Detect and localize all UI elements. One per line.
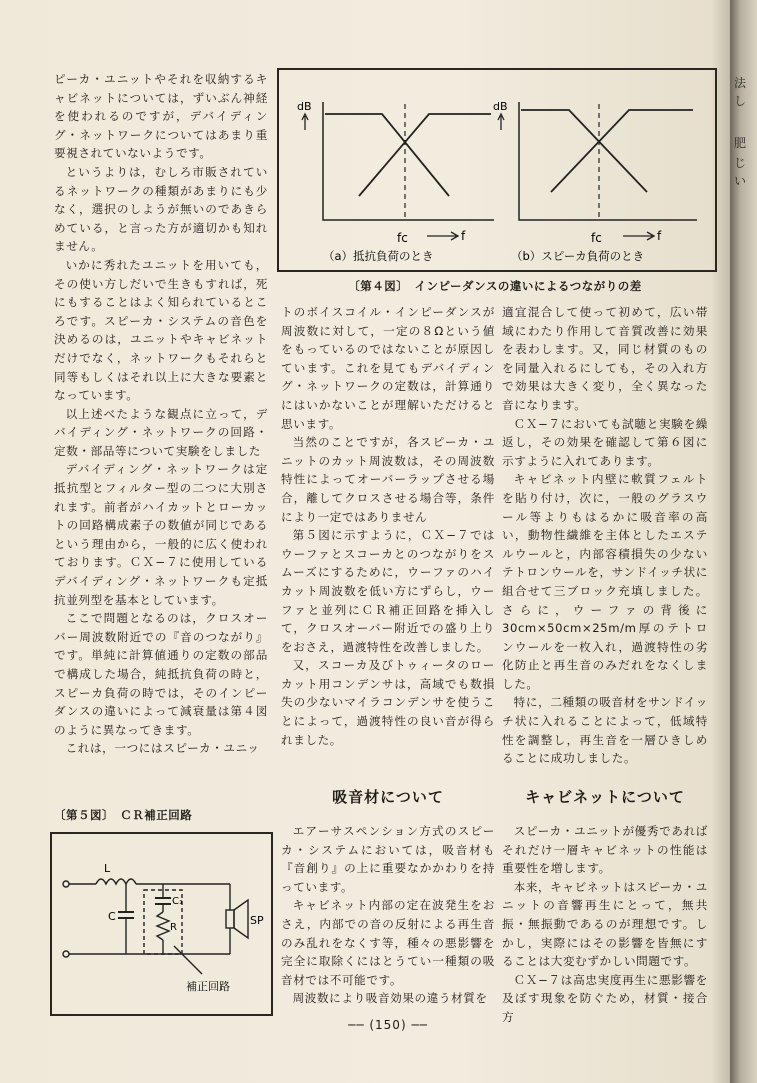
section-cabinet-body	[502, 822, 708, 1027]
absorber-paragraph-3: 周波数により吸音効果の違う材質を	[292, 991, 488, 1006]
fig5-speaker-cone	[234, 900, 248, 938]
fig4a-lowpass-curve	[325, 114, 449, 196]
fig4a-f-label: f	[461, 229, 466, 243]
col2-paragraph-4: 又，スコーカ及びトゥィータのローカット用コンデンサは，高域でも数損失の少ないマイラコンデンサを使うことによって，過渡特性の良い音が得られました。	[281, 658, 495, 747]
col3-paragraph-1: 適宜混合して使って初めて，広い帯域にわたり作用して音質改善に効果を表わします。又，同じ材質のものを同量入れるにしても，その入れ方で効果は大きく変り，全く異なった音になります。	[502, 305, 708, 412]
fig5-inductor	[96, 879, 136, 884]
fig4a-ylabel: dB	[297, 100, 312, 113]
col2-paragraph-3: 第５図に示すように，ＣＸ−７ではウーファとスコーカとのつながりをスムーズにするために，ウーファのハイカット周波数を低い方にずらし，ウーファと並列にＣＲ補正回路を挿入して，クロスオーバー附近での盛り上りをおさえ，過渡特性を改善しました。	[281, 528, 495, 654]
absorber-paragraph-2: キャビネット内部の定在波発生をおさえ，内部での音の反射による再生音のみ乱れをなくす等，種々の悪影響を完全に取除くにはとうてい一種類の吸音材では不可能です。	[281, 898, 495, 987]
fig4b-ylabel: dB	[493, 100, 508, 113]
fig5-terminal-bottom	[63, 951, 69, 957]
edge-fragment-3: 肥	[734, 136, 747, 150]
fig5-resistor-r	[157, 912, 169, 940]
cabinet-paragraph-2: 本来，キャビネットはスピーカ・ユニットの音響再生にとって，無共振・無振動であるのが理想です。しかし，実際にはその影響を皆無にすることは大変むずかしい問題です。	[502, 879, 708, 969]
col1-paragraph-7: これは，一つにはスピーカ・ユニッ	[65, 741, 260, 756]
fig5-terminal-top	[63, 881, 69, 887]
heading-sound-absorber: 吸音材について	[332, 788, 444, 806]
figure-4b-plot	[493, 100, 697, 263]
fig5-label-c1: C₁	[172, 896, 183, 907]
fig5-label-c: C	[108, 910, 116, 923]
fig5-label-r: R	[170, 922, 177, 933]
cabinet-paragraph-1: スピーカ・ユニットが優秀であればそれだけ一層キャビネットの性能は重要性を増します。	[502, 824, 708, 876]
fig4b-axes	[519, 102, 697, 220]
fig4b-subcaption: （b）スピーカ負荷のとき	[511, 249, 645, 263]
fig4a-subcaption: （a）抵抗負荷のとき	[323, 249, 434, 263]
absorber-paragraph-1: エアーサスペンション方式のスピーカ・システムにおいては，吸音材も『音創り』の上に重要なかかわりを持っています。	[281, 824, 495, 894]
figure-5	[50, 832, 273, 1016]
col3-paragraph-2: ＣＸ−７においても試聴と実験を繰返し，その効果を確認して第６図に示すように入れてあります。	[502, 416, 708, 468]
figure-4	[277, 68, 717, 272]
col1-paragraph-3: いかに秀れたユニットを用いても，その使い方しだいで生きもすれば，死にもすることはよく知られているところです。スピーカ・システムの音色を決めるのは，ユニットやキャビネットだけでなく，ネットワークもそれらと同等もしくはそれ以上に大きな要素となっています。	[54, 257, 268, 403]
col1-paragraph-5: デバイディング・ネットワークは定抵抗型とフィルター型の二つに大別されます。前者がハイカットとローカットの回路構成素子の数値が同じであるという理由から，一般的に広く使われております。ＣＸ−７に使用しているデバイディング・ネットワークも定抵抗並列型を基本としています。	[54, 462, 268, 607]
edge-fragment-1: 法	[734, 76, 747, 90]
edge-fragment-5: い	[734, 174, 747, 188]
fig5-label-l: L	[104, 862, 111, 875]
col3-paragraph-3: キャビネット内壁に軟質フェルトを貼り付け，次に，一般のグラスウール等よりもはるかに吸音率の高い，動物性繊維を主体としたエステルウールと，内部容積損失の少ないテトロンウールを，サンドイッチ状に組合せて三ブロック充填しました。さらに，ウーファの背後に30cm×50cm×25m/m厚のテトロンウールを一枚入れ，過渡特性の劣化防止と再生音のみだれをなくしました。	[502, 472, 708, 691]
fig4a-axes	[323, 102, 494, 220]
column-2	[281, 303, 495, 749]
section-sound-absorber-body	[281, 822, 495, 1008]
col3-paragraph-4: 特に，二種類の吸音材をサンドイッチ状に入れることによって，低域特性を調整し，再生音を一層ひきしめることに成功しました。	[502, 695, 708, 766]
col1-paragraph-4: 以上述べたような観点に立って，デバイディング・ネットワークの回路・定数・部品等について実験をしました	[54, 406, 268, 458]
col2-paragraph-2: 当然のことですが，各スピーカ・ユニットのカット周波数は，その周波数特性によってオーバーラップさせる場合，離してクロスさせる場合等，条件により一定ではありません	[281, 435, 495, 524]
fig5-label-sp: SP	[250, 914, 264, 927]
fig4a-fc-label: fc	[397, 231, 408, 245]
fig4b-lowpass-curve	[521, 110, 647, 192]
column-1	[54, 70, 268, 758]
fig5-label-hosei: 補正回路	[186, 980, 230, 993]
cabinet-paragraph-3: ＣＸ−７は高忠実度再生に悪影響を及ぼす現象を防ぐため，材質・接合方	[502, 972, 708, 1024]
figure-4a-plot	[297, 100, 494, 263]
col1-paragraph-6: ここで問題となるのは，クロスオーバー周波数附近での『音のつながり』です。単純に計算値通りの定数の部品で構成した場合，純抵抗負荷の時と，スピーカ負荷の時では，そのインピーダンスの違いによって減衰量は第４図のように異なってきます。	[54, 611, 268, 737]
edge-fragment-2: し	[734, 94, 747, 108]
fig4a-highpass-curve	[359, 114, 491, 196]
figure-4-caption: 〔第４図〕 インピーダンスの違いによるつながりの差	[348, 279, 642, 293]
page-number: ── (150) ──	[348, 1018, 428, 1032]
edge-fragment-4: じ	[734, 156, 747, 170]
column-3	[502, 303, 708, 768]
fig4b-f-label: f	[657, 229, 662, 243]
fig4b-highpass-curve	[551, 110, 693, 192]
col1-paragraph-1: ピーカ・ユニットやそれを収納するキャビネットについては，ずいぶん神経を使われるのですが，デバイディング・ネットワークについてはあまり重要視されていないようです。	[54, 72, 268, 161]
fig4b-fc-label: fc	[591, 231, 602, 245]
heading-cabinet: キャビネットについて	[525, 788, 685, 806]
fig5-speaker-body	[226, 910, 234, 928]
col1-paragraph-2: というよりは，むしろ市販されているネットワークの種類があまりにも少なく，選択のしようが無いのであきらめている，と言った方が適切かも知れません。	[54, 164, 268, 254]
col2-paragraph-1: トのボイスコイル・インピーダンスが周波数に対して，一定の８Ωという値をもっているのではないことが原因しています。これを見てもデバイディング・ネットワークの定数は，計算通りにはいかないことが理解いただけると思います。	[281, 305, 495, 431]
figure-5-caption: 〔第５図〕 ＣＲ補正回路	[54, 808, 193, 822]
